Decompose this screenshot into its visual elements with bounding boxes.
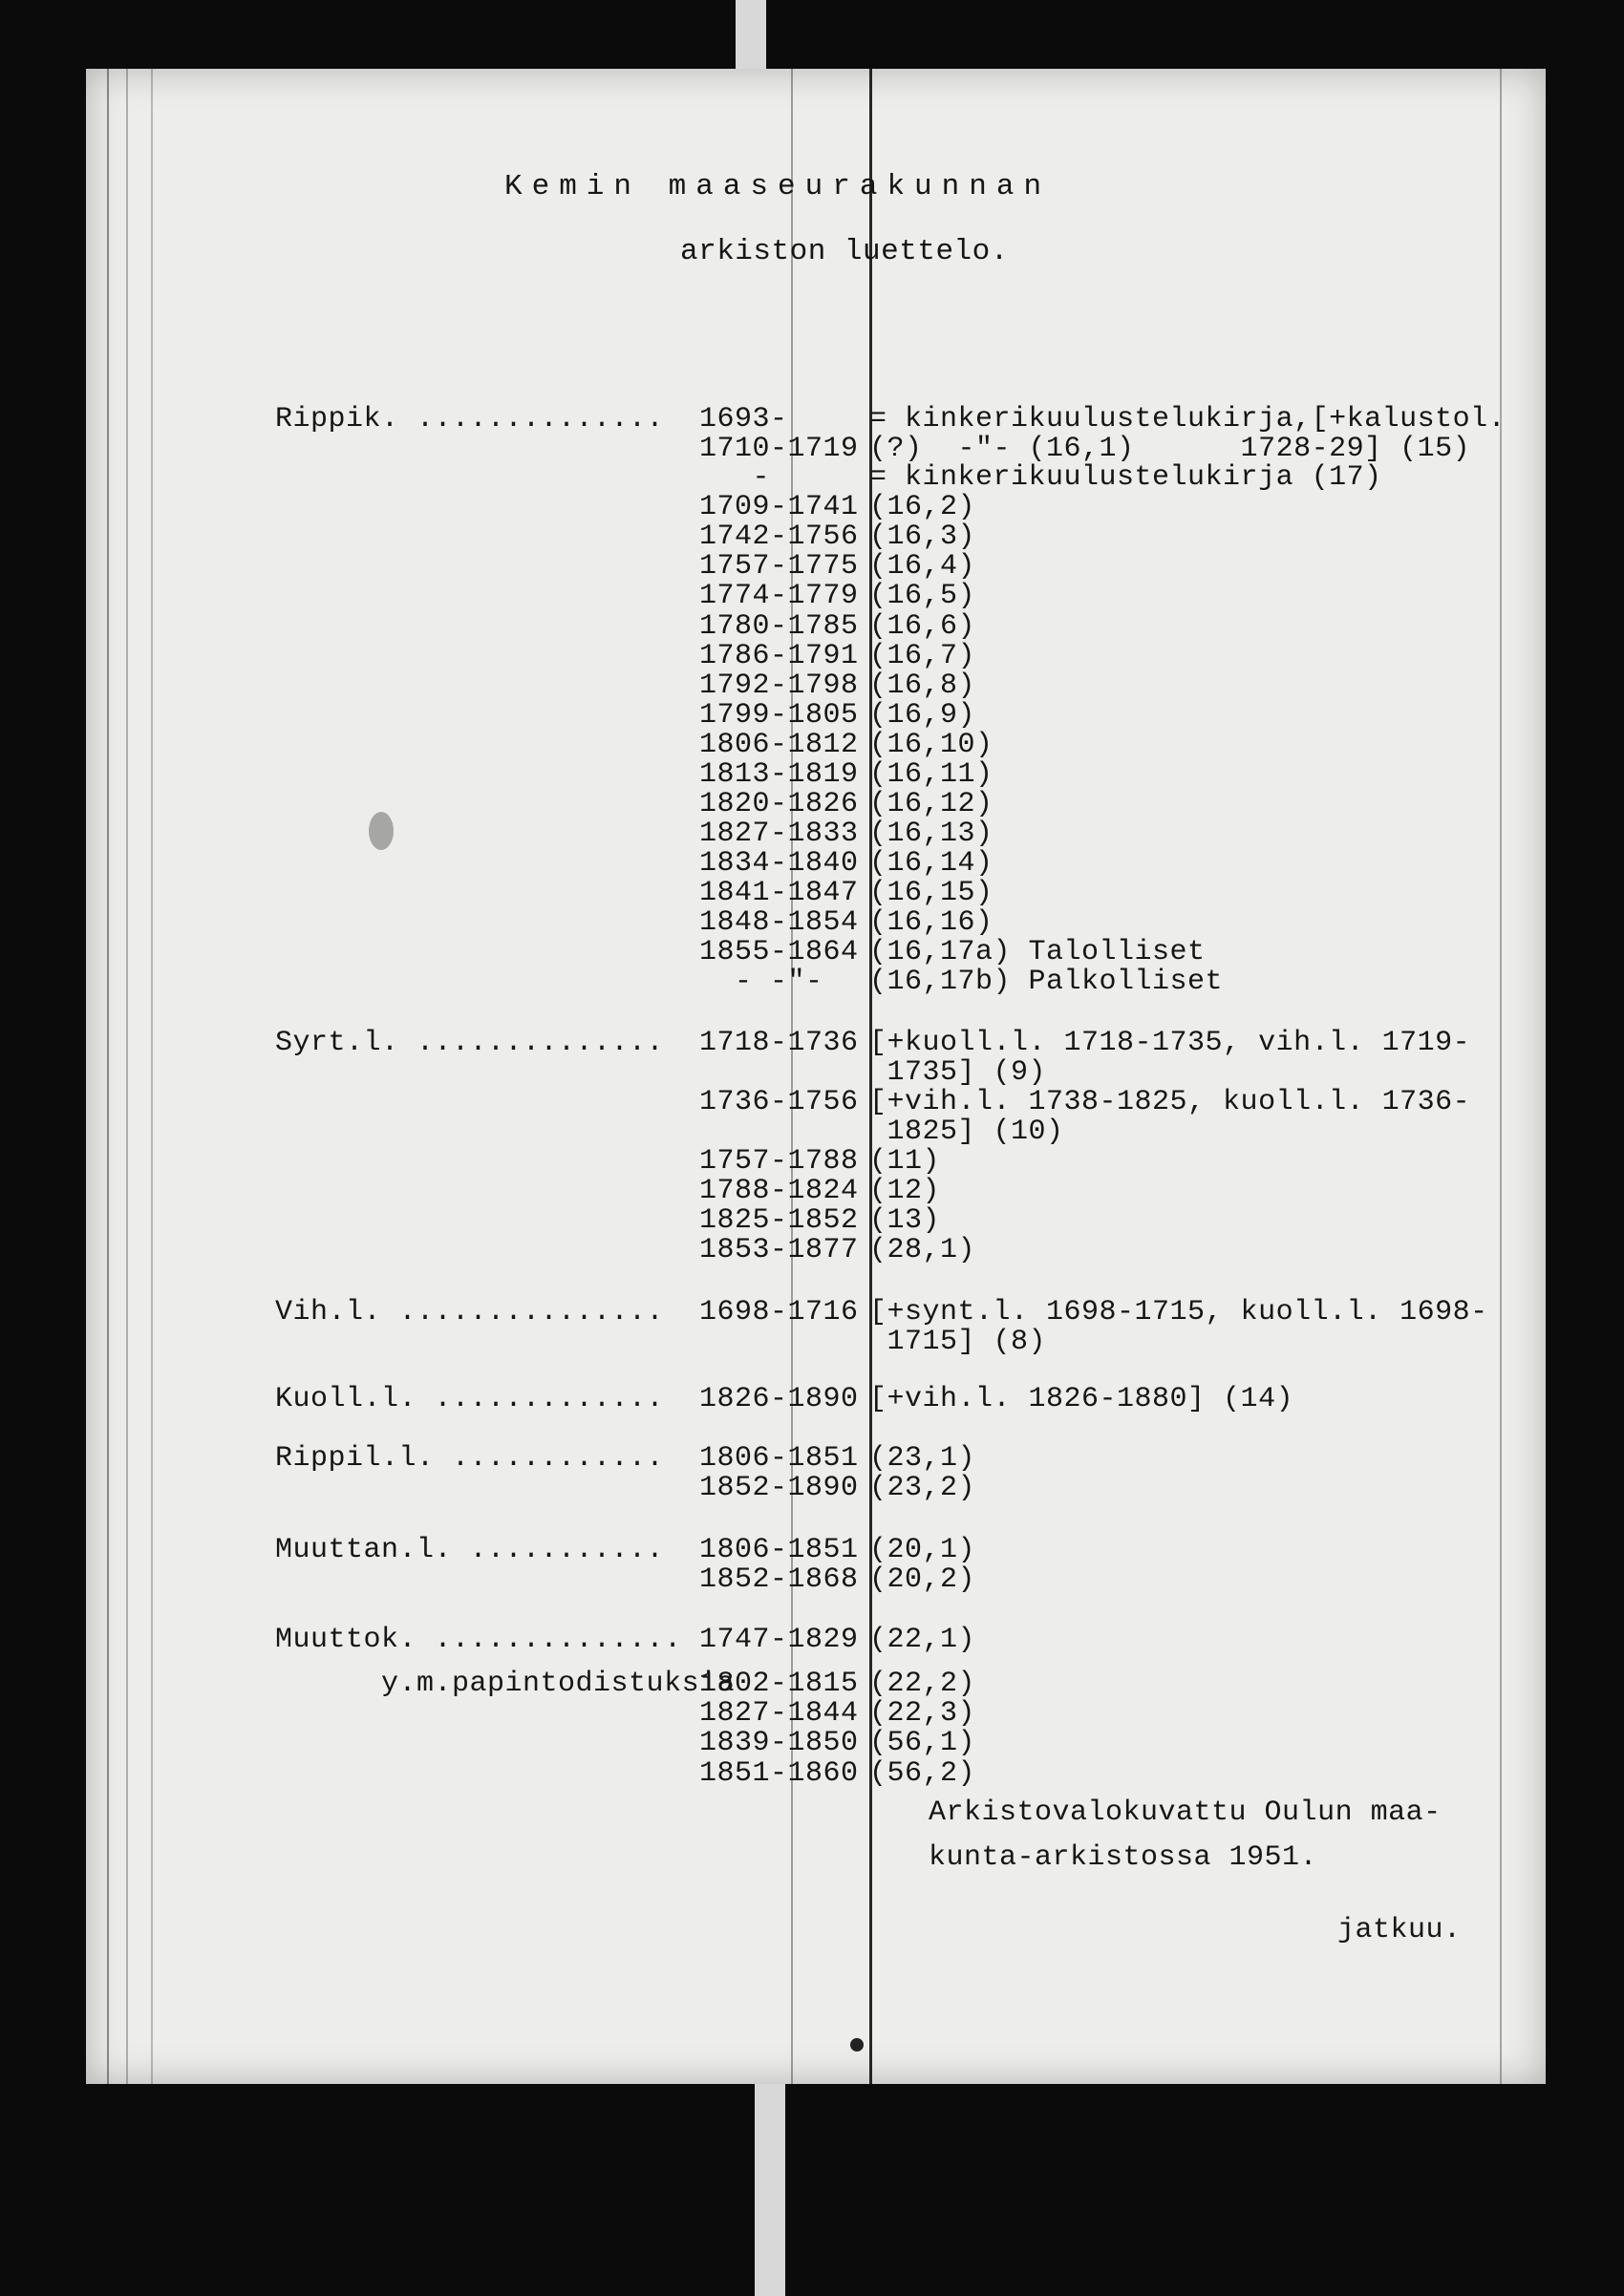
entry-reference: (16,14) xyxy=(869,847,994,880)
entry-years: 1806-1812 xyxy=(699,729,859,761)
entry-years: 1852-1868 xyxy=(699,1563,859,1596)
entry-reference: (16,10) xyxy=(869,729,994,761)
entry-label: Syrt.l. .............. xyxy=(275,1027,665,1059)
entry-reference: (16,3) xyxy=(869,521,976,553)
entry-label: Kuoll.l. ............. xyxy=(275,1383,665,1415)
entry-years: 1786-1791 xyxy=(699,640,859,672)
entry-reference: 1735] (9) xyxy=(869,1056,1047,1089)
entry-years: 1853-1877 xyxy=(699,1234,859,1266)
entry-reference: [+synt.l. 1698-1715, kuoll.l. 1698- xyxy=(869,1296,1488,1329)
archive-note-line1: Arkistovalokuvattu Oulun maa- xyxy=(929,1796,1442,1829)
entry-years: 1851-1860 xyxy=(699,1757,859,1790)
entry-reference: = kinkerikuulustelukirja (17) xyxy=(869,461,1382,494)
entry-reference: 1825] (10) xyxy=(869,1116,1064,1148)
entry-label: Rippil.l. ............ xyxy=(275,1442,665,1475)
entry-reference: (28,1) xyxy=(869,1234,976,1266)
margin-rule xyxy=(107,69,109,2084)
entry-reference: (22,1) xyxy=(869,1624,976,1656)
archive-note-line2: kunta-arkistossa 1951. xyxy=(929,1841,1318,1874)
entry-reference: (16,9) xyxy=(869,699,976,732)
entry-years: 1709-1741 xyxy=(699,491,859,523)
entry-reference: (16,5) xyxy=(869,580,976,612)
entry-reference: (16,13) xyxy=(869,818,994,850)
film-strip-bottom xyxy=(755,2084,785,2296)
margin-rule xyxy=(126,69,128,2084)
entry-reference: (16,17b) Palkolliset xyxy=(869,966,1224,998)
page-title: Kemin maaseurakunnan xyxy=(504,170,1052,203)
entry-years: 1825-1852 xyxy=(699,1204,859,1237)
entry-years: 1826-1890 xyxy=(699,1383,859,1415)
page-subtitle: arkiston luettelo. xyxy=(680,235,1009,268)
entry-years: 1852-1890 xyxy=(699,1472,859,1504)
entry-reference: (13) xyxy=(869,1204,941,1237)
entry-reference: (12) xyxy=(869,1175,941,1207)
margin-rule xyxy=(1500,69,1502,2084)
entry-reference: (23,2) xyxy=(869,1472,976,1504)
entry-reference: (56,2) xyxy=(869,1757,976,1790)
entry-reference: (20,2) xyxy=(869,1563,976,1596)
entry-years: 1747-1829 xyxy=(699,1624,859,1656)
entry-years: 1802-1815 xyxy=(699,1668,859,1700)
entry-reference: 1715] (8) xyxy=(869,1326,1047,1358)
entry-reference: (22,2) xyxy=(869,1668,976,1700)
entry-years: 1774-1779 xyxy=(699,580,859,612)
entry-years: 1693- xyxy=(699,403,788,436)
entry-reference: (16,12) xyxy=(869,788,994,820)
entry-label: Rippik. .............. xyxy=(275,403,665,436)
entry-reference: [+vih.l. 1826-1880] (14) xyxy=(869,1383,1294,1415)
entry-reference: (16,11) xyxy=(869,758,994,791)
entry-years: 1839-1850 xyxy=(699,1727,859,1759)
entry-years: 1757-1775 xyxy=(699,550,859,583)
entry-reference: (16,2) xyxy=(869,491,976,523)
entry-years: 1841-1847 xyxy=(699,877,859,909)
entry-years: 1827-1844 xyxy=(699,1697,859,1730)
entry-years: 1813-1819 xyxy=(699,758,859,791)
entry-label: Vih.l. ............... xyxy=(275,1296,665,1329)
entry-years: 1799-1805 xyxy=(699,699,859,732)
entry-reference: (16,16) xyxy=(869,906,994,939)
entry-reference: (16,17a) Talolliset xyxy=(869,936,1206,968)
margin-rule xyxy=(151,69,153,2084)
entry-years: 1820-1826 xyxy=(699,788,859,820)
entry-years: 1710-1719 xyxy=(699,433,859,465)
entry-years: - -"- xyxy=(699,966,823,998)
entry-reference: (20,1) xyxy=(869,1534,976,1566)
ink-speck xyxy=(850,2038,864,2052)
entry-label: Muuttan.l. ........... xyxy=(275,1534,665,1566)
entry-years: 1718-1736 xyxy=(699,1027,859,1059)
entry-reference: (11) xyxy=(869,1145,941,1178)
entry-reference: [+kuoll.l. 1718-1735, vih.l. 1719- xyxy=(869,1027,1471,1059)
entry-years: - xyxy=(699,461,771,494)
ink-speck xyxy=(369,812,394,850)
entry-reference: (16,15) xyxy=(869,877,994,909)
entry-years: 1757-1788 xyxy=(699,1145,859,1178)
entry-years: 1848-1854 xyxy=(699,906,859,939)
document-page xyxy=(86,69,1546,2084)
entry-reference: (16,7) xyxy=(869,640,976,672)
entry-years: 1736-1756 xyxy=(699,1086,859,1118)
entry-years: 1780-1785 xyxy=(699,610,859,643)
entry-reference: (22,3) xyxy=(869,1697,976,1730)
entry-reference: (16,6) xyxy=(869,610,976,643)
entry-years: 1834-1840 xyxy=(699,847,859,880)
film-strip-top xyxy=(736,0,766,69)
entry-reference: (16,8) xyxy=(869,670,976,702)
entry-years: 1855-1864 xyxy=(699,936,859,968)
entry-reference: (56,1) xyxy=(869,1727,976,1759)
entry-years: 1792-1798 xyxy=(699,670,859,702)
entry-reference: = kinkerikuulustelukirja,[+kalustol. xyxy=(869,403,1506,436)
entry-years: 1827-1833 xyxy=(699,818,859,850)
entry-reference: (?) -"- (16,1) 1728-29] (15) xyxy=(869,433,1471,465)
entry-years: 1806-1851 xyxy=(699,1442,859,1475)
entry-years: 1698-1716 xyxy=(699,1296,859,1329)
entry-years: 1806-1851 xyxy=(699,1534,859,1566)
entry-reference: (16,4) xyxy=(869,550,976,583)
entry-label: y.m.papintodistuksia xyxy=(275,1668,736,1700)
entry-years: 1742-1756 xyxy=(699,521,859,553)
entry-reference: (23,1) xyxy=(869,1442,976,1475)
entry-reference: [+vih.l. 1738-1825, kuoll.l. 1736- xyxy=(869,1086,1471,1118)
entry-label: Muuttok. .............. xyxy=(275,1624,682,1656)
continues-note: jatkuu. xyxy=(1337,1914,1462,1946)
entry-years: 1788-1824 xyxy=(699,1175,859,1207)
